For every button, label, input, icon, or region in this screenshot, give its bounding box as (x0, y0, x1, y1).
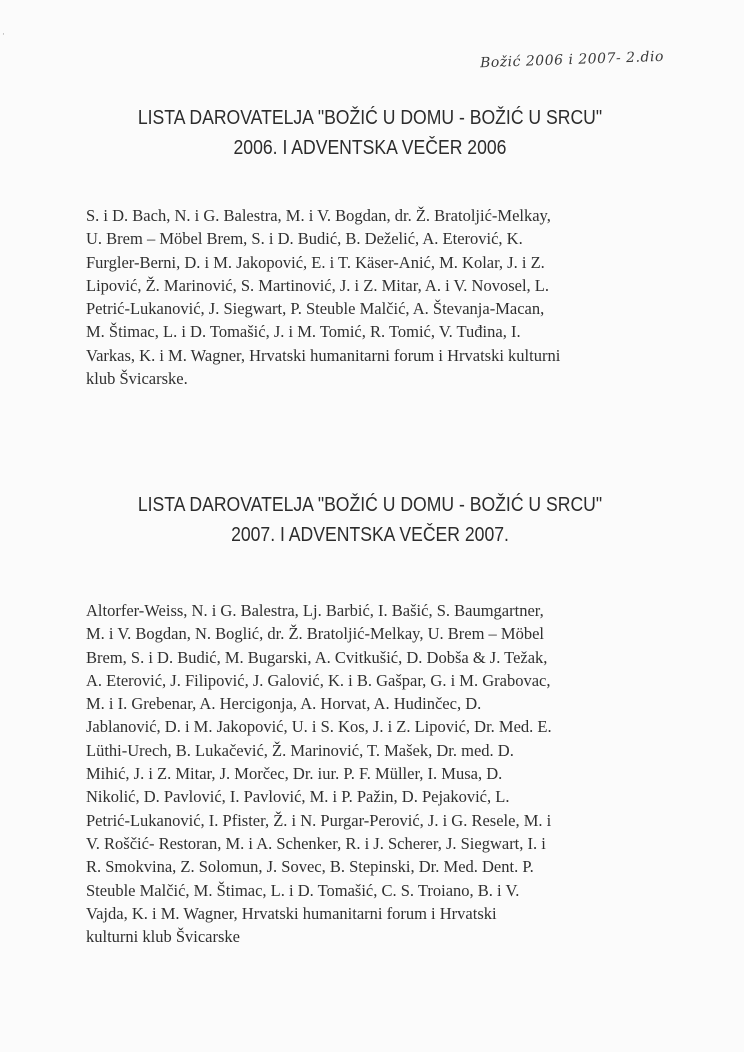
donor-line: Petrić-Lukanović, I. Pfister, Ž. i N. Purgar-Perović, J. i G. Resele, M. i (86, 810, 552, 830)
heading-line: 2006. I ADVENTSKA VEČER 2006 (233, 137, 507, 159)
donor-list-2006 (86, 204, 686, 390)
donor-line: Mihić, J. i Z. Mitar, J. Morčec, Dr. iur. P. F. Müller, I. Musa, D. (86, 764, 503, 784)
section-heading-2006 (97, 103, 643, 163)
donor-line: Nikolić, D. Pavlović, I. Pavlović, M. i P. Pažin, D. Pejaković, L. (86, 787, 510, 807)
donor-line: Jablanović, D. i M. Jakopović, U. i S. Kos, J. i Z. Lipović, Dr. Med. E. (86, 717, 552, 737)
donor-line: Altorfer-Weiss, N. i G. Balestra, Lj. Barbić, I. Bašić, S. Baumgartner, (86, 601, 544, 620)
donor-line: M. Štimac, L. i D. Tomašić, J. i M. Tomić, R. Tomić, V. Tuđina, I. (86, 322, 521, 342)
donor-line: A. Eterović, J. Filipović, J. Galović, K. i B. Gašpar, G. i M. Grabovac, (86, 670, 551, 690)
donor-line: Varkas, K. i M. Wagner, Hrvatski humanitarni forum i Hrvatski kulturni (86, 345, 561, 365)
donor-line: Steuble Malčić, M. Štimac, L. i D. Tomašić, C. S. Troiano, B. i V. (86, 880, 520, 900)
donor-line: Petrić-Lukanović, J. Siegwart, P. Steuble Malčić, A. Števanja-Macan, (86, 299, 545, 319)
handwritten-note: Božić 2006 i 2007- 2.dio (479, 48, 665, 72)
donor-line: Vajda, K. i M. Wagner, Hrvatski humanitarni forum i Hrvatski (86, 903, 497, 923)
donor-line: R. Smokvina, Z. Solomun, J. Sovec, B. Stepinski, Dr. Med. Dent. P. (86, 857, 534, 877)
heading-line: LISTA DAROVATELJA "BOŽIĆ U DOMU - BOŽIĆ U SRCU" (137, 107, 603, 129)
scan-speck: · (2, 30, 5, 40)
heading-line: LISTA DAROVATELJA "BOŽIĆ U DOMU - BOŽIĆ U SRCU" (137, 494, 603, 516)
donor-list-2007 (86, 599, 686, 948)
donor-line: M. i I. Grebenar, A. Hercigonja, A. Horvat, A. Hudinčec, D. (86, 694, 482, 714)
donor-line: Lüthi-Urech, B. Lukačević, Ž. Marinović, T. Mašek, Dr. med. D. (86, 740, 514, 760)
donor-line: Furgler-Berni, D. i M. Jakopović, E. i T. Käser-Anić, M. Kolar, J. i Z. (86, 252, 545, 272)
heading-line: 2007. I ADVENTSKA VEČER 2007. (231, 524, 509, 546)
donor-line: kulturni klub Švicarske (86, 927, 240, 947)
donor-line: V. Roščić- Restoran, M. i A. Schenker, R. i J. Scherer, J. Siegwart, I. i (86, 833, 546, 853)
donor-line: M. i V. Bogdan, N. Boglić, dr. Ž. Bratoljić-Melkay, U. Brem – Möbel (86, 624, 544, 644)
donor-line: Lipović, Ž. Marinović, S. Martinović, J. i Z. Mitar, A. i V. Novosel, L. (86, 275, 549, 295)
donor-line: S. i D. Bach, N. i G. Balestra, M. i V. Bogdan, dr. Ž. Bratoljić-Melkay, (86, 206, 551, 225)
donor-line: klub Švicarske. (86, 369, 188, 389)
section-heading-2007 (97, 490, 643, 550)
donor-line: U. Brem – Möbel Brem, S. i D. Budić, B. Deželić, A. Eterović, K. (86, 229, 523, 249)
donor-line: Brem, S. i D. Budić, M. Bugarski, A. Cvitkušić, D. Dobša & J. Težak, (86, 647, 548, 667)
